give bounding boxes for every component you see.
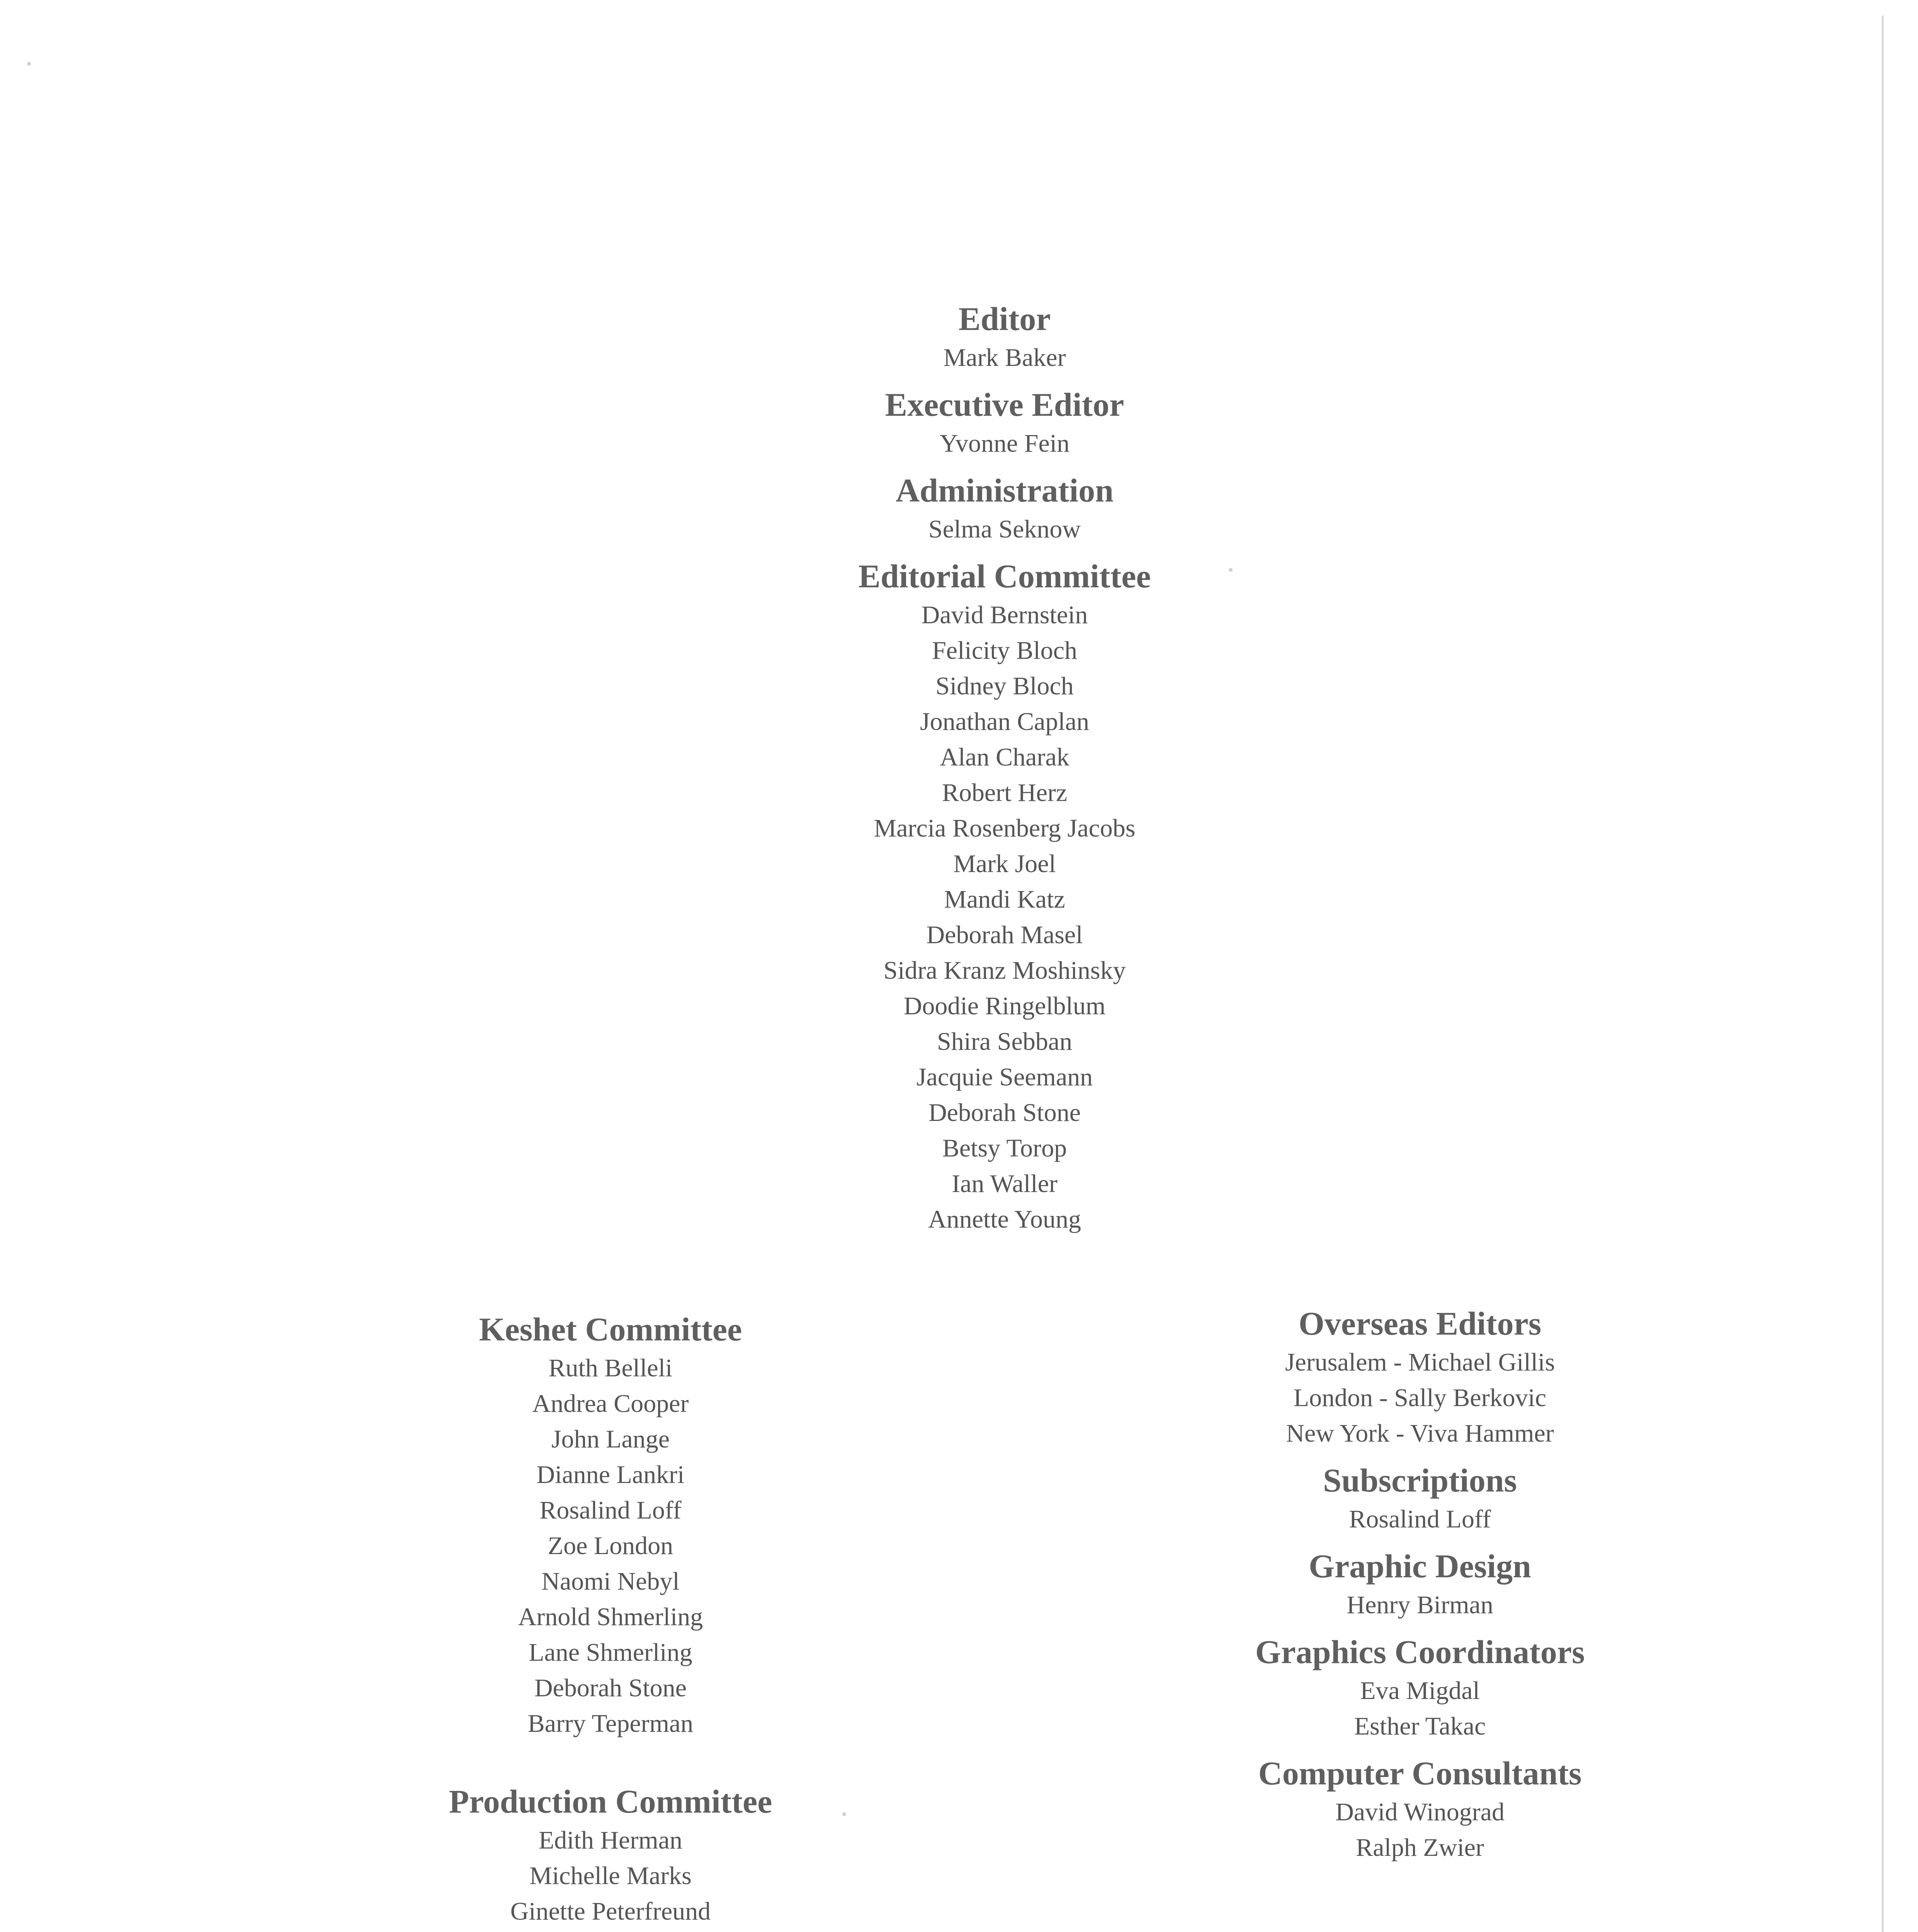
administration-heading: Administration <box>896 472 1114 509</box>
editorial-committee-list <box>850 597 1159 1237</box>
list-item: Dianne Lankri <box>536 1461 685 1489</box>
masthead-top-section <box>850 298 1159 1237</box>
list-item: Ian Waller <box>952 1170 1058 1198</box>
list-item: Marcia Rosenberg Jacobs <box>874 814 1136 842</box>
list-item: Michelle Marks <box>529 1862 692 1890</box>
list-item: Esther Takac <box>1354 1712 1486 1740</box>
computer-consultants-list <box>1217 1794 1623 1866</box>
masthead-right-column <box>1217 1302 1623 1866</box>
graphics-coordinators-list <box>1217 1673 1623 1744</box>
graphic-design-name: Henry Birman <box>1347 1591 1493 1619</box>
editor-heading: Editor <box>958 300 1051 337</box>
list-item: Jerusalem - Michael Gillis <box>1285 1348 1555 1376</box>
list-item: Edith Herman <box>538 1826 683 1854</box>
overseas-editors-list <box>1217 1345 1623 1451</box>
list-item: Robert Herz <box>942 779 1068 807</box>
editor-name: Mark Baker <box>943 344 1066 372</box>
graphics-coordinators-heading: Graphics Coordinators <box>1255 1633 1585 1670</box>
list-item: Ruth Belleli <box>548 1354 673 1382</box>
list-item: Ralph Zwier <box>1356 1833 1484 1862</box>
list-item: Mark Joel <box>953 850 1056 878</box>
list-item: Alan Charak <box>940 743 1070 771</box>
subscriptions-name: Rosalind Loff <box>1349 1505 1491 1533</box>
list-item: David Bernstein <box>921 601 1088 629</box>
executive-editor-name: Yvonne Fein <box>939 429 1070 457</box>
list-item: Rosalind Loff <box>539 1496 682 1524</box>
list-item: Jacquie Seemann <box>916 1063 1093 1091</box>
list-item: Barry Teperman <box>527 1709 694 1738</box>
list-item: Sidra Kranz Moshinsky <box>883 956 1126 985</box>
list-item: Felicity Bloch <box>932 636 1077 665</box>
list-item: Arnold Shmerling <box>518 1603 703 1631</box>
list-item: Ginette Peterfreund <box>510 1897 711 1925</box>
list-item: Deborah Stone <box>928 1099 1081 1127</box>
page-edge-line <box>1882 15 1884 1932</box>
list-item: Mandi Katz <box>944 885 1065 913</box>
overseas-editors-heading: Overseas Editors <box>1298 1305 1542 1342</box>
list-item: Jonathan Caplan <box>920 707 1090 736</box>
production-committee-list <box>417 1823 804 1932</box>
executive-editor-heading: Executive Editor <box>885 386 1124 423</box>
subscriptions-heading: Subscriptions <box>1323 1462 1517 1499</box>
administration-name: Selma Seknow <box>928 515 1081 543</box>
list-item: John Lange <box>551 1425 670 1453</box>
scan-speck <box>842 1812 846 1816</box>
keshet-committee-list <box>417 1350 804 1742</box>
list-item: New York - Viva Hammer <box>1286 1419 1554 1447</box>
list-item: Lane Shmerling <box>529 1638 692 1667</box>
keshet-committee-heading: Keshet Committee <box>479 1311 742 1348</box>
list-item: Andrea Cooper <box>532 1389 689 1418</box>
masthead-left-column <box>417 1308 804 1932</box>
list-item: Zoe London <box>548 1532 673 1560</box>
graphic-design-heading: Graphic Design <box>1309 1548 1531 1585</box>
editorial-committee-heading: Editorial Committee <box>858 558 1151 595</box>
production-committee-heading: Production Committee <box>449 1783 772 1820</box>
list-item: Annette Young <box>928 1205 1081 1233</box>
list-item: London - Sally Berkovic <box>1293 1384 1547 1412</box>
list-item: Deborah Masel <box>926 921 1083 949</box>
list-item: David Winograd <box>1335 1798 1505 1826</box>
list-item: Betsy Torop <box>942 1134 1067 1162</box>
list-item: Eva Migdal <box>1360 1677 1480 1705</box>
list-item <box>417 1929 804 1932</box>
list-item: Sidney Bloch <box>935 672 1074 700</box>
list-item: Naomi Nebyl <box>541 1567 680 1595</box>
list-item: Doodie Ringelblum <box>903 992 1106 1020</box>
list-item: Deborah Stone <box>534 1674 687 1702</box>
scan-speck <box>27 62 31 66</box>
list-item: Shira Sebban <box>937 1027 1073 1056</box>
scan-speck <box>1229 568 1233 572</box>
computer-consultants-heading: Computer Consultants <box>1258 1755 1582 1792</box>
